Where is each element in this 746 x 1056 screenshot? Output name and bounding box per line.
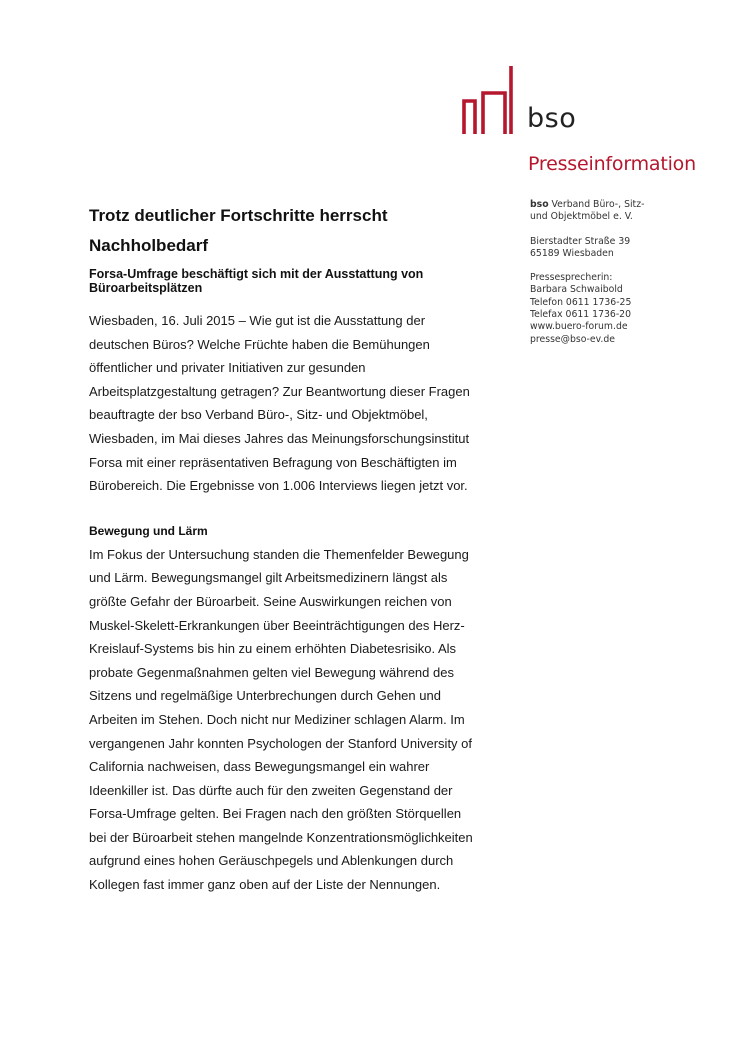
article-title [89, 201, 509, 261]
text-line: Forsa-Umfrage gelten. Bei Fragen nach den größten Störquellen [89, 806, 462, 822]
text-line: Kreislauf-Systems bis hin zu einem erhöhten Diabetesrisiko. Als [89, 641, 457, 657]
text-line: aufgrund eines hohen Geräuschpegels und Ablenkungen durch [89, 853, 454, 869]
email-link[interactable]: presse@bso-ev.de [530, 333, 615, 345]
text-line: Arbeitsplatzgestaltung getragen? Zur Beantwortung dieser Fragen [89, 383, 470, 399]
brand-name: bso [527, 103, 577, 134]
text-line: Bürobereich. Die Ergebnisse von 1.006 Interviews liegen jetzt vor. [89, 478, 468, 494]
text-line: Im Fokus der Untersuchung standen die Themenfelder Bewegung [89, 546, 469, 562]
text-line: Wiesbaden, 16. Juli 2015 – Wie gut ist die Ausstattung der [89, 313, 426, 328]
intro-paragraph [89, 309, 509, 498]
text-line: Forsa mit einer repräsentativen Befragung von Beschäftigten im [89, 454, 457, 470]
text-line: beauftragte der bso Verband Büro-, Sitz- und Objektmöbel, [89, 407, 428, 423]
text-line: öffentlicher und privater Initiativen zur gesunden [89, 360, 366, 376]
spokesperson-label: Pressesprecherin: [530, 272, 613, 284]
press-label: Presseinformation [528, 153, 696, 175]
text-line: Muskel-Skelett-Erkrankungen über Beeinträchtigungen des Herz- [89, 617, 465, 633]
spokesperson-name: Barbara Schwaibold [530, 284, 623, 296]
text-line: Kollegen fast immer ganz oben auf der Liste der Nennungen. [89, 877, 441, 893]
org-name-rest: Verband Büro-, Sitz- [548, 199, 645, 210]
text-line: bei der Büroarbeit stehen mangelnde Konzentrationsmöglichkeiten [89, 829, 473, 845]
text-line: Ideenkiller ist. Das dürfte auch für den zweiten Gegenstand der [89, 782, 453, 798]
text-line: vergangenen Jahr konnten Psychologen der Stanford University of [89, 735, 473, 751]
text-line: und Lärm. Bewegungsmangel gilt Arbeitsmedizinern längst als [89, 570, 448, 586]
title-line: Nachholbedarf [89, 236, 209, 255]
subtitle-line: Forsa-Umfrage beschäftigt sich mit der Ausstattung von [89, 267, 424, 281]
text-line: Wiesbaden, im Mai dieses Jahres das Meinungsforschungsinstitut [89, 430, 470, 446]
website-link[interactable]: www.buero-forum.de [530, 321, 628, 333]
contact-sidebar [530, 199, 730, 346]
org-line-2: und Objektmöbel e. V. [530, 211, 633, 223]
text-line: größte Gefahr der Büroarbeit. Seine Auswirkungen reichen von [89, 593, 452, 609]
section-heading: Bewegung und Lärm [89, 523, 208, 538]
article-subtitle [89, 267, 509, 295]
text-line: Sitzens und regelmäßige Unterbrechungen durch Gehen und [89, 688, 441, 704]
address-city: 65189 Wiesbaden [530, 247, 614, 259]
subtitle-line: Büroarbeitsplätzen [89, 281, 203, 295]
fax-number: Telefax 0611 1736-20 [530, 309, 632, 321]
text-line: deutschen Büros? Welche Früchte haben die Bemühungen [89, 336, 430, 352]
phone-number: Telefon 0611 1736-25 [530, 296, 632, 308]
body-paragraph [89, 543, 509, 897]
title-line: Trotz deutlicher Fortschritte herrscht [89, 206, 388, 225]
org-abbrev: bso [530, 199, 549, 210]
address-street: Bierstadter Straße 39 [530, 235, 631, 247]
text-line: probate Gegenmaßnahmen gelten viel Bewegung während des [89, 664, 454, 680]
text-line: Arbeiten im Stehen. Doch nicht nur Mediziner schlagen Alarm. Im [89, 711, 465, 727]
bso-logo-icon [461, 64, 533, 136]
article [89, 201, 509, 897]
text-line: California nachweisen, dass Bewegungsmangel ein wahrer [89, 759, 430, 775]
org-line-1 [530, 199, 730, 211]
